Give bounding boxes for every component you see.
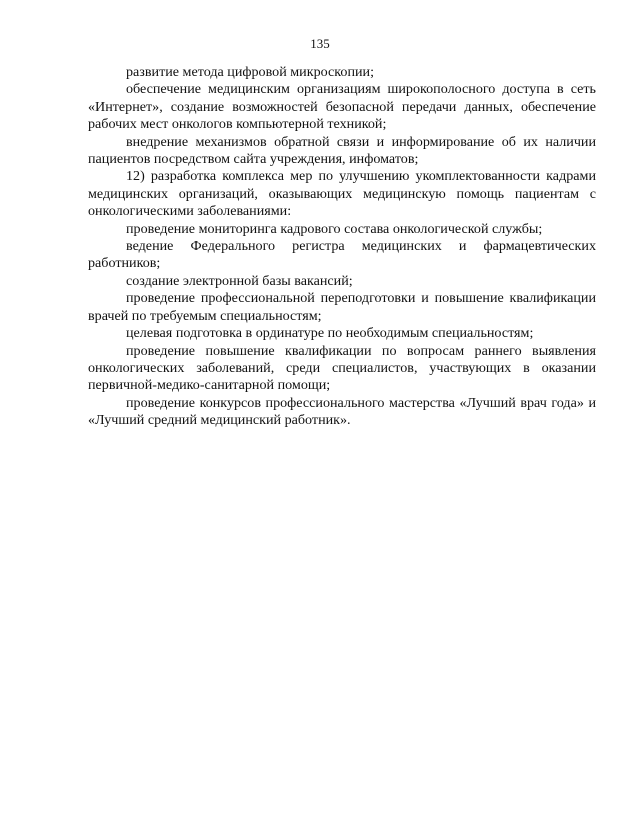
paragraph-targeted-residency: целевая подготовка в ординатуре по необходимым специальностям; [126, 325, 534, 342]
paragraph-broadband-access: обеспечение медицинским организациям широкополосного доступа в сеть «Интернет», создание возможностей безопасной передачи данных, обеспечение рабочих мест онкологов компьютерной техникой; [88, 81, 596, 133]
paragraph-vacancy-database: создание электронной базы вакансий; [126, 272, 353, 289]
paragraph-staff-monitoring: проведение мониторинга кадрового состава онкологической службы; [126, 220, 543, 237]
paragraph-federal-register: ведение Федерального регистра медицинских и фармацевтических работников; [88, 238, 596, 272]
paragraph-skills-contests: проведение конкурсов профессионального мастерства «Лучший врач года» и «Лучший средний медицинский работник». [88, 394, 596, 429]
paragraph-staffing-measures: 12) разработка комплекса мер по улучшению укомплектованности кадрами медицинских организаций, оказывающих медицинскую помощь пациентам с онкологическими заболеваниями: [88, 168, 596, 220]
document-body [88, 64, 596, 430]
paragraph-early-detection-training: проведение повышение квалификации по вопросам раннего выявления онкологических заболеваний, среди специалистов, участвующих в оказании первичной-медико-санитарной помощи; [88, 342, 596, 394]
page-number: 135 [310, 36, 330, 51]
paragraph-professional-retraining: проведение профессиональной переподготовки и повышение квалификации врачей по требуемым специальностям; [88, 290, 596, 324]
paragraph-digital-microscopy: развитие метода цифровой микроскопии; [126, 64, 374, 80]
paragraph-feedback-mechanisms: внедрение механизмов обратной связи и информирование об их наличии пациентов посредством сайта учреждения, инфоматов; [88, 133, 596, 168]
